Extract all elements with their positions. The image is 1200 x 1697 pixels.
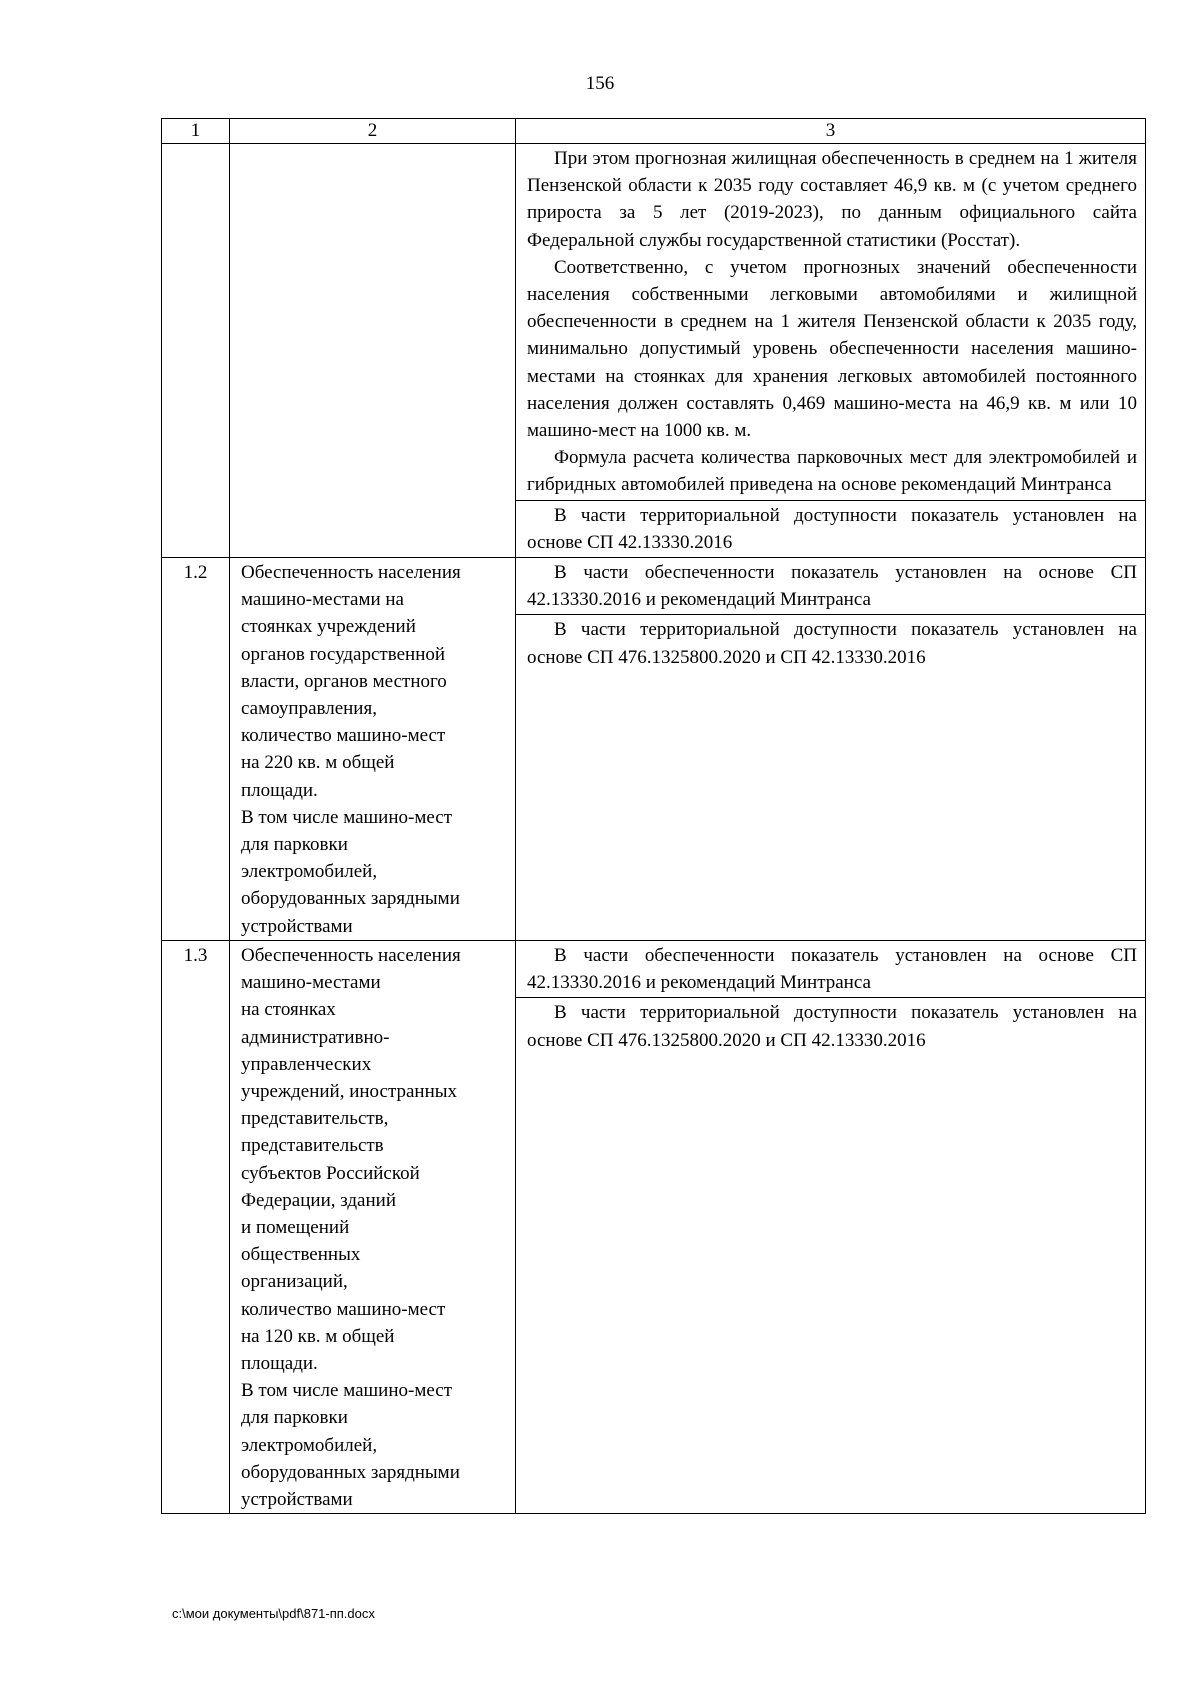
table-row — [162, 144, 1146, 558]
basis-cell — [516, 558, 1146, 941]
row-number-cell: 1.2 — [162, 558, 230, 941]
table-row — [162, 558, 1146, 941]
paragraph: В части территориальной доступности показатель установлен на основе СП 42.13330.2016 — [527, 504, 1137, 553]
row-number-cell — [162, 144, 230, 558]
table-header-row — [162, 119, 1146, 144]
basis-subcell — [516, 500, 1145, 557]
header-cell-1: 1 — [162, 119, 230, 144]
basis-subcell — [516, 941, 1145, 997]
indicator-cell: Обеспеченность населения машино-местами на стоянках административно- управленческих учреждений, иностранных представительств, представительств субъектов Российской Федерации, зданий и помещений общественных организаций, количество машино-мест на 120 кв. м общей площади. В том числе машино-мест для парковки электромобилей, оборудованных зарядными устройствами — [230, 940, 516, 1513]
paragraph: В части обеспеченности показатель установлен на основе СП 42.13330.2016 и рекомендаций Минтранса — [527, 944, 1137, 994]
basis-subcell — [516, 558, 1145, 614]
footer-file-path: c:\мои документы\pdf\871-пп.docx — [172, 1606, 375, 1621]
basis-cell — [516, 144, 1146, 558]
basis-subcell — [516, 144, 1145, 500]
paragraph: В части обеспеченности показатель установлен на основе СП 42.13330.2016 и рекомендаций Минтранса — [527, 562, 1137, 611]
paragraph: В части территориальной доступности показатель установлен на основе СП 476.1325800.2020 и СП 42.13330.2016 — [527, 619, 1137, 668]
paragraph: При этом прогнозная жилищная обеспеченность в среднем на 1 жителя Пензенской области к 2035 году составляет 46,9 кв. м (с учетом среднего прироста за 5 лет (2019-2023), по данным официального сайта Федеральной службы государственной статистики (Росстат). — [527, 148, 1137, 251]
paragraph: Соответственно, с учетом прогнозных значений обеспеченности населения собственными легковыми автомобилями и жилищной обеспеченности в среднем на 1 жителя Пензенской области к 2035 году, минимально допустимый уровень обеспеченности населения машино-местами на стоянках для хранения легковых автомобилей постоянного населения должен составлять 0,469 машино-места на 46,9 кв. м или 10 машино-мест на 1000 кв. м. — [527, 256, 1137, 442]
row-number-cell: 1.3 — [162, 940, 230, 1513]
document-table — [161, 118, 1146, 1514]
paragraph: Формула расчета количества парковочных мест для электромобилей и гибридных автомобилей приведена на основе рекомендаций Минтранса — [527, 447, 1137, 496]
basis-subcell — [516, 997, 1145, 1054]
indicator-cell: Обеспеченность населения машино-местами на стоянках учреждений органов государственной власти, органов местного самоуправления, количество машино-мест на 220 кв. м общей площади. В том числе машино-мест для парковки электромобилей, оборудованных зарядными устройствами — [230, 558, 516, 941]
table-row — [162, 940, 1146, 1513]
basis-cell — [516, 940, 1146, 1513]
page-number: 156 — [585, 73, 615, 94]
indicator-cell — [230, 144, 516, 558]
header-cell-3: 3 — [516, 119, 1146, 144]
basis-subcell — [516, 614, 1145, 671]
paragraph: В части территориальной доступности показатель установлен на основе СП 476.1325800.2020 и СП 42.13330.2016 — [527, 1002, 1137, 1051]
header-cell-2: 2 — [230, 119, 516, 144]
